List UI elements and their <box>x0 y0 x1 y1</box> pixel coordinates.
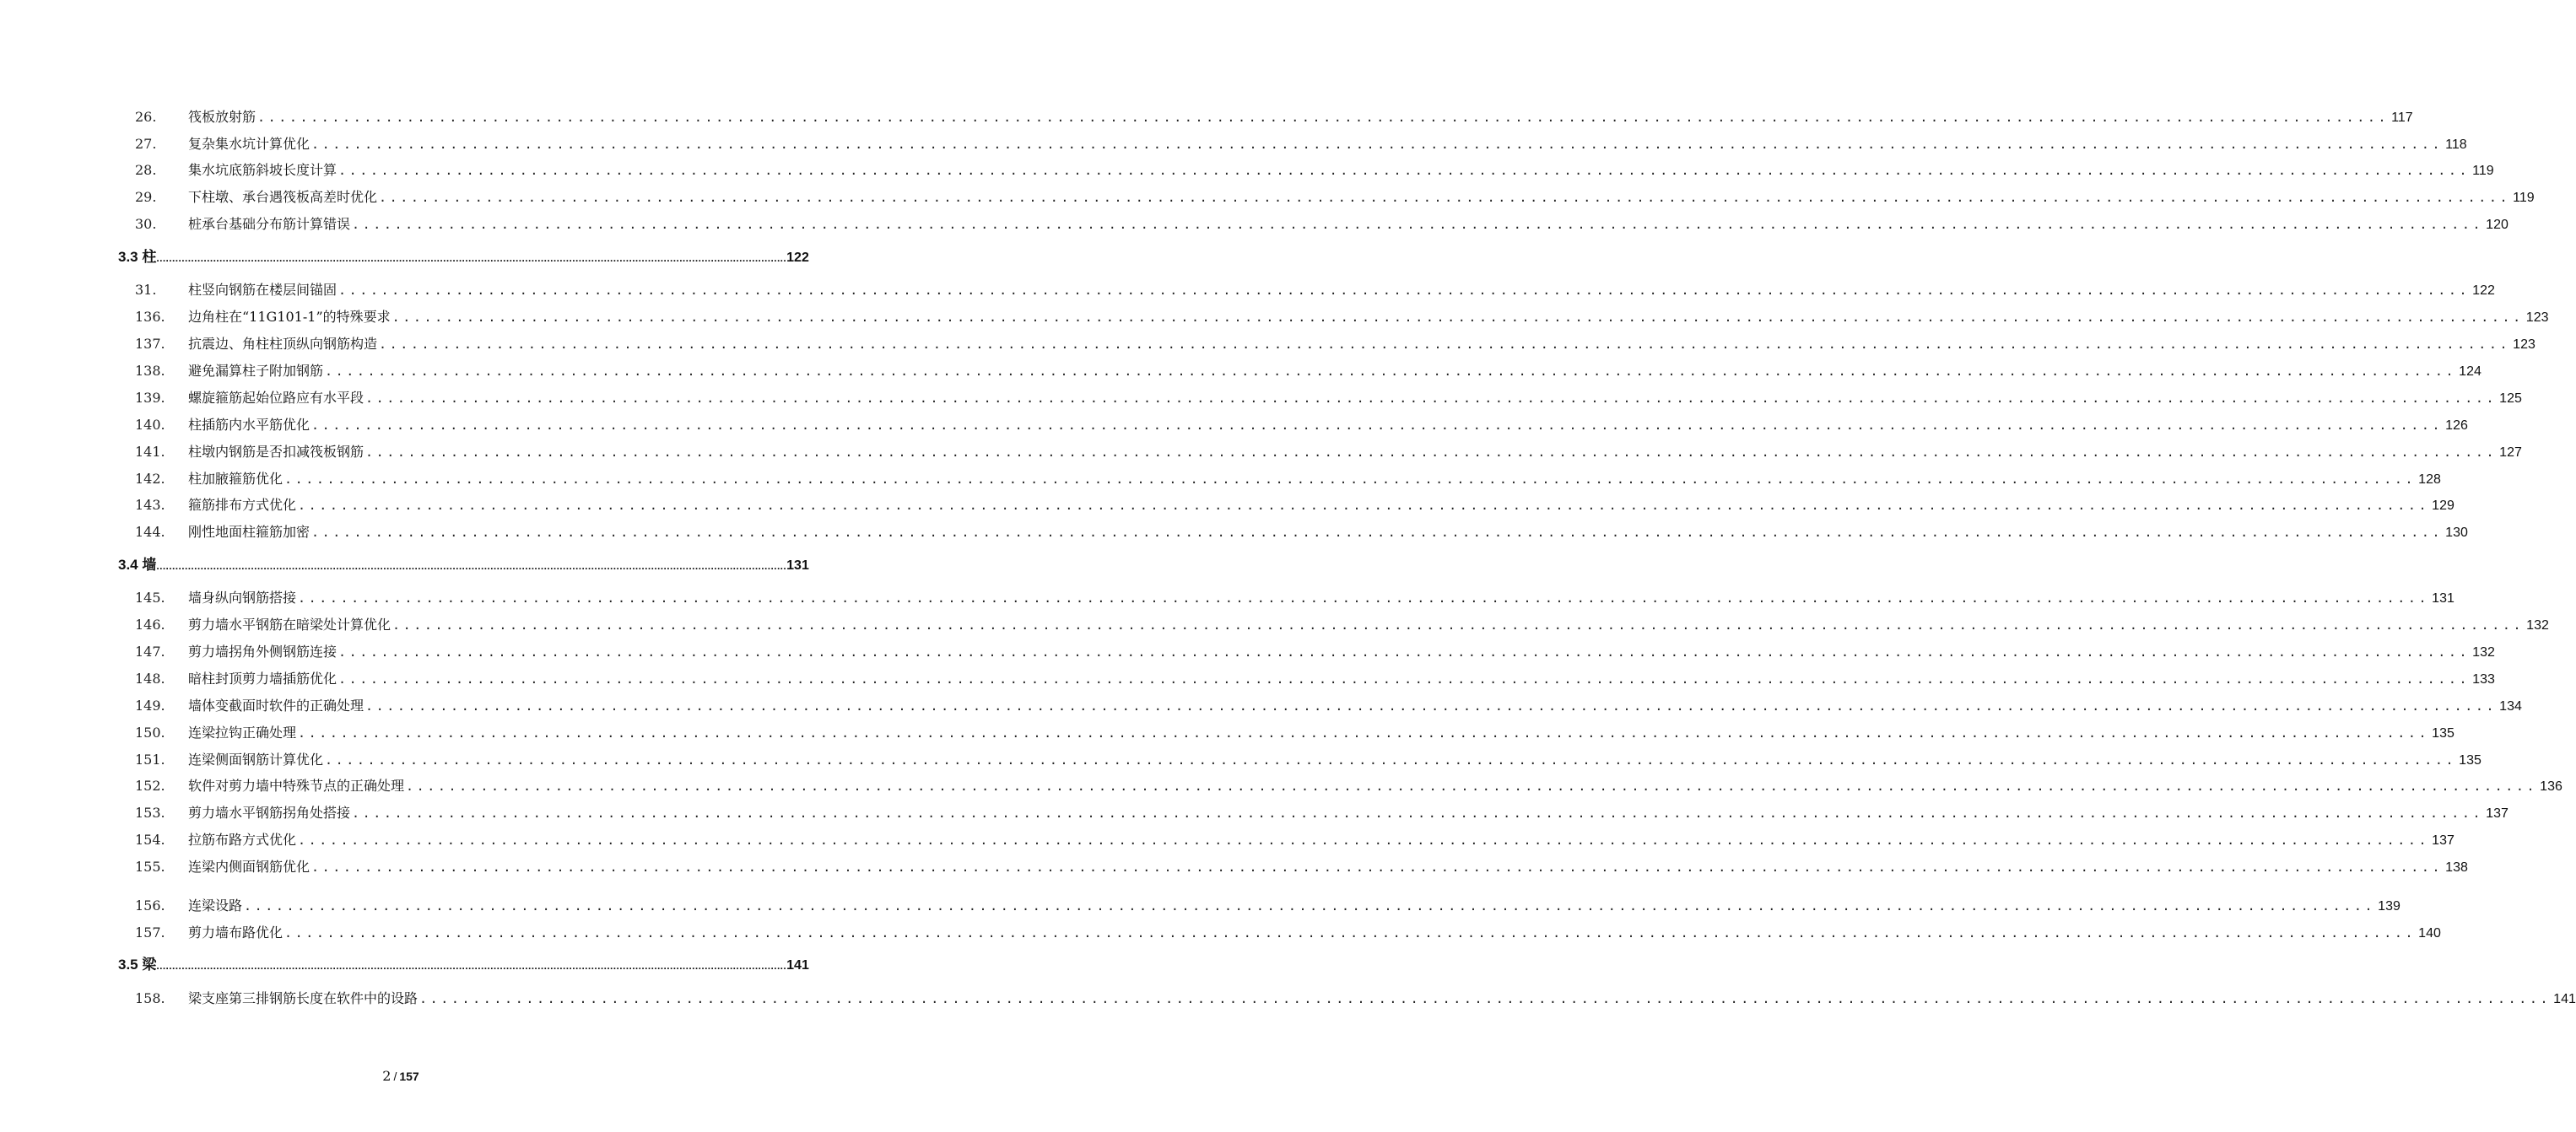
toc-page-number: 137 <box>2432 833 2454 848</box>
toc-page-number: 120 <box>2486 218 2508 232</box>
toc-entry-title: 软件对剪力墙中特殊节点的正确处理 <box>188 778 405 794</box>
toc-page-number: 123 <box>2525 310 2549 325</box>
toc-line <box>188 334 2535 354</box>
toc-entry-number: 153. <box>135 805 165 821</box>
toc-entry[interactable] <box>0 696 2522 716</box>
toc-entry[interactable] <box>0 280 2495 300</box>
toc-entry[interactable] <box>0 989 2576 1009</box>
dot-leader: ........................................................................................................................................................................................................ <box>365 445 2498 460</box>
toc-entry-title: 下柱墩、承台遇筏板高差时优化 <box>188 189 378 205</box>
toc-line <box>188 830 2454 850</box>
toc-entry[interactable] <box>0 776 2562 796</box>
toc-line <box>188 160 2494 181</box>
toc-entry[interactable] <box>0 723 2454 743</box>
toc-entry[interactable] <box>0 307 2549 327</box>
toc-entry-number: 141. <box>135 444 165 460</box>
toc-entry-number: 154. <box>135 832 165 848</box>
dot-leader: ........................................................................................................................................................................................................ <box>244 898 2376 914</box>
toc-line <box>118 954 809 976</box>
toc-entry-title: 边角柱在“11G101-1”的特殊要求 <box>188 309 391 325</box>
toc-page-number: 123 <box>2513 337 2535 352</box>
dot-leader: ........................................................................................................................................................................................................ <box>365 698 2498 714</box>
dot-leader: ........................................................................................................................................................................................................ <box>298 498 2430 513</box>
toc-line <box>188 214 2508 234</box>
toc-page-number: 124 <box>2459 364 2481 379</box>
page-footer <box>0 1066 802 1086</box>
total-pages: 157 <box>399 1070 419 1083</box>
toc-entry-title: 柱加腋箍筋优化 <box>188 471 284 487</box>
toc-page-number: 131 <box>786 558 809 573</box>
dot-leader: ........................................................................................................................................................................................................ <box>311 137 2444 152</box>
dot-leader: ........................................................................................................................................................................................................ <box>419 991 2552 1006</box>
toc-section-label: 3.3 柱 <box>118 249 157 265</box>
toc-page-number: 138 <box>2445 860 2468 875</box>
toc-entry[interactable] <box>0 134 2467 154</box>
toc-line <box>188 134 2467 154</box>
dot-leader: ........................................................................................................................................................................................................ <box>338 283 2471 298</box>
toc-entry-title: 避免漏算柱子附加钢筋 <box>188 363 324 379</box>
toc-section-label: 3.5 梁 <box>118 957 157 973</box>
dot-leader: ........................................................................................................................................................................................................ <box>311 860 2444 875</box>
toc-entry[interactable] <box>0 857 2468 877</box>
toc-line <box>188 307 2549 327</box>
toc-entry[interactable] <box>0 830 2454 850</box>
toc-line <box>188 107 2413 127</box>
toc-entry[interactable] <box>0 615 2549 635</box>
toc-line <box>188 615 2549 635</box>
toc-entry-title: 墙体变截面时软件的正确处理 <box>188 698 365 714</box>
toc-line <box>188 696 2522 716</box>
toc-entry-title: 连梁侧面钢筋计算优化 <box>188 752 324 768</box>
toc-entry-number: 30. <box>135 216 157 232</box>
toc-entry-title: 抗震边、角柱柱顶纵向钢筋构造 <box>188 336 378 352</box>
dot-leader: ........................................................................................................................................................................................................ <box>257 110 2390 125</box>
toc-line <box>118 246 809 268</box>
toc-entry-title: 墙身纵向钢筋搭接 <box>188 590 297 606</box>
dot-leader: ........................................................................................................................................................................................................ <box>298 833 2430 848</box>
dot-leader: ........................................................................................................................................................................................................ <box>325 752 2457 768</box>
toc-line <box>188 642 2495 662</box>
toc-page-number: 141 <box>786 958 809 973</box>
toc-page-number: 131 <box>2432 591 2454 606</box>
toc-entry[interactable] <box>0 214 2508 234</box>
dot-leader: ........................................................................................................................................................................................................ <box>298 590 2430 606</box>
dot-leader: ........................................................................................................................................................................................................ <box>298 725 2430 741</box>
toc-line <box>188 923 2441 943</box>
toc-page-number: 140 <box>2418 926 2441 941</box>
toc-entry-title: 刚性地面柱箍筋加密 <box>188 524 311 540</box>
toc-line <box>188 776 2562 796</box>
toc-page-number: 136 <box>2540 779 2562 794</box>
dot-leader: ........................................................................................................................................................................................................ <box>156 560 787 572</box>
toc-line <box>188 588 2454 608</box>
dot-leader: ........................................................................................................................................................................................................ <box>284 472 2417 487</box>
toc-line <box>188 989 2576 1009</box>
toc-entry-title: 剪力墙水平钢筋拐角处搭接 <box>188 805 351 821</box>
toc-page-number: 139 <box>2378 899 2400 914</box>
toc-page-number: 132 <box>2526 618 2549 633</box>
dot-leader: ........................................................................................................................................................................................................ <box>392 310 2524 325</box>
toc-entry-title: 集水坑底筋斜坡长度计算 <box>188 162 338 178</box>
toc-line <box>188 469 2441 489</box>
toc-entry-number: 147. <box>135 644 165 660</box>
toc-page-number: 135 <box>2432 726 2454 741</box>
toc-entry-title: 箍筋排布方式优化 <box>188 497 297 513</box>
toc-entry-number: 140. <box>135 417 165 433</box>
toc-entry[interactable] <box>0 923 2441 943</box>
dot-leader: ........................................................................................................................................................................................................ <box>392 617 2525 633</box>
toc-entry-title: 剪力墙拐角外侧钢筋连接 <box>188 644 338 660</box>
toc-entry-title: 柱插筋内水平筋优化 <box>188 417 311 433</box>
dot-leader: ........................................................................................................................................................................................................ <box>352 217 2484 232</box>
page-separator: / <box>393 1070 397 1083</box>
dot-leader: ........................................................................................................................................................................................................ <box>352 806 2484 821</box>
dot-leader: ........................................................................................................................................................................................................ <box>325 364 2457 379</box>
toc-entry[interactable] <box>0 750 2481 770</box>
toc-entry-number: 151. <box>135 752 165 768</box>
dot-leader: ........................................................................................................................................................................................................ <box>338 671 2471 687</box>
dot-leader: ........................................................................................................................................................................................................ <box>311 525 2444 540</box>
toc-entry-number: 148. <box>135 671 165 687</box>
toc-line <box>188 187 2535 208</box>
toc-page-number: 129 <box>2432 499 2454 513</box>
dot-leader: ........................................................................................................................................................................................................ <box>156 960 787 972</box>
toc-entry[interactable] <box>0 160 2494 181</box>
toc-line <box>188 415 2468 435</box>
toc-section-label: 3.4 墙 <box>118 557 157 573</box>
toc-entry[interactable] <box>0 334 2535 354</box>
toc-entry[interactable] <box>0 803 2508 823</box>
toc-entry-title: 复杂集水坑计算优化 <box>188 136 311 152</box>
toc-entry-number: 149. <box>135 698 165 714</box>
dot-leader: ........................................................................................................................................................................................................ <box>156 252 787 264</box>
toc-entry-number: 27. <box>135 136 157 152</box>
current-page-number: 2 <box>382 1068 392 1084</box>
toc-page-number: 119 <box>2513 191 2535 205</box>
toc-entry-title: 连梁内侧面钢筋优化 <box>188 859 311 875</box>
toc-entry-number: 142. <box>135 471 165 487</box>
toc-page-number: 122 <box>786 251 809 265</box>
toc-page-number: 122 <box>2472 283 2495 298</box>
toc-entry-title: 暗柱封顶剪力墙插筋优化 <box>188 671 338 687</box>
toc-entry-number: 157. <box>135 924 165 941</box>
toc-entry-number: 31. <box>135 282 157 298</box>
toc-entry-number: 144. <box>135 524 165 540</box>
toc-line <box>188 361 2481 381</box>
dot-leader: ........................................................................................................................................................................................................ <box>379 190 2511 205</box>
toc-entry[interactable] <box>0 361 2481 381</box>
toc-line <box>118 554 809 576</box>
toc-page-number: 118 <box>2445 137 2467 152</box>
toc-entry[interactable] <box>0 415 2468 435</box>
toc-entry-number: 136. <box>135 309 165 325</box>
toc-entry-number: 29. <box>135 189 157 205</box>
dot-leader: ........................................................................................................................................................................................................ <box>406 779 2538 794</box>
toc-entry-number: 156. <box>135 898 165 914</box>
toc-line <box>188 803 2508 823</box>
toc-entry[interactable] <box>0 896 2400 916</box>
toc-entry[interactable] <box>0 107 2413 127</box>
toc-page-number: 134 <box>2499 699 2522 714</box>
toc-entry-title: 剪力墙布路优化 <box>188 924 284 941</box>
toc-entry-title: 柱竖向钢筋在楼层间锚固 <box>188 282 338 298</box>
toc-page-number: 130 <box>2445 526 2468 540</box>
toc-page-number: 119 <box>2472 164 2494 178</box>
toc-page-number: 117 <box>2391 111 2413 125</box>
toc-entry[interactable] <box>0 388 2522 408</box>
toc-entry[interactable] <box>0 588 2454 608</box>
toc-entry-title: 筏板放射筋 <box>188 109 257 125</box>
toc-line <box>188 442 2522 462</box>
toc-page-number: 135 <box>2459 753 2481 768</box>
dot-leader: ........................................................................................................................................................................................................ <box>311 418 2444 433</box>
toc-section-heading[interactable] <box>0 554 809 574</box>
toc-line <box>188 669 2495 689</box>
toc-line <box>188 723 2454 743</box>
dot-leader: ........................................................................................................................................................................................................ <box>338 163 2471 178</box>
toc-entry-number: 155. <box>135 859 165 875</box>
toc-line <box>188 495 2454 515</box>
toc-line <box>188 522 2468 542</box>
toc-line <box>188 857 2468 877</box>
toc-section-heading[interactable] <box>0 246 809 267</box>
dot-leader: ........................................................................................................................................................................................................ <box>365 391 2498 406</box>
toc-entry-number: 139. <box>135 390 165 406</box>
toc-entry-number: 138. <box>135 363 165 379</box>
toc-section-heading[interactable] <box>0 954 809 974</box>
toc-entry-number: 152. <box>135 778 165 794</box>
toc-entry[interactable] <box>0 642 2495 662</box>
toc-entry-number: 150. <box>135 725 165 741</box>
toc-line <box>188 750 2481 770</box>
toc-line <box>188 388 2522 408</box>
toc-entry[interactable] <box>0 495 2454 515</box>
toc-page-number: 141 <box>2553 992 2576 1006</box>
toc-entry[interactable] <box>0 187 2535 208</box>
toc-entry[interactable] <box>0 669 2495 689</box>
toc-line <box>188 280 2495 300</box>
toc-entry-title: 螺旋箍筋起始位路应有水平段 <box>188 390 365 406</box>
toc-entry-number: 28. <box>135 162 157 178</box>
toc-page-number: 125 <box>2499 391 2522 406</box>
toc-entry-title: 连梁拉钩正确处理 <box>188 725 297 741</box>
toc-entry[interactable] <box>0 522 2468 542</box>
dot-leader: ........................................................................................................................................................................................................ <box>379 337 2511 352</box>
toc-page-number: 127 <box>2499 445 2522 460</box>
toc-page-number: 133 <box>2472 672 2495 687</box>
toc-entry-number: 158. <box>135 990 165 1006</box>
toc-entry-number: 137. <box>135 336 165 352</box>
toc-entry-title: 梁支座第三排钢筋长度在软件中的设路 <box>188 990 419 1006</box>
toc-entry-title: 连梁设路 <box>188 898 243 914</box>
toc-entry-title: 剪力墙水平钢筋在暗梁处计算优化 <box>188 617 392 633</box>
toc-entry-number: 143. <box>135 497 165 513</box>
toc-entry[interactable] <box>0 469 2441 489</box>
toc-entry-title: 拉筋布路方式优化 <box>188 832 297 848</box>
toc-entry-number: 145. <box>135 590 165 606</box>
dot-leader: ........................................................................................................................................................................................................ <box>338 644 2471 660</box>
toc-entry-title: 柱墩内钢筋是否扣减筏板钢筋 <box>188 444 365 460</box>
toc-entry-number: 146. <box>135 617 165 633</box>
toc-page-number: 137 <box>2486 806 2508 821</box>
toc-entry-number: 26. <box>135 109 157 125</box>
dot-leader: ........................................................................................................................................................................................................ <box>284 925 2417 941</box>
toc-line <box>188 896 2400 916</box>
toc-entry[interactable] <box>0 442 2522 462</box>
toc-page-number: 126 <box>2445 418 2468 433</box>
toc-page-number: 128 <box>2418 472 2441 487</box>
toc-page-number: 132 <box>2472 645 2495 660</box>
toc-entry-title: 桩承台基础分布筋计算错误 <box>188 216 351 232</box>
